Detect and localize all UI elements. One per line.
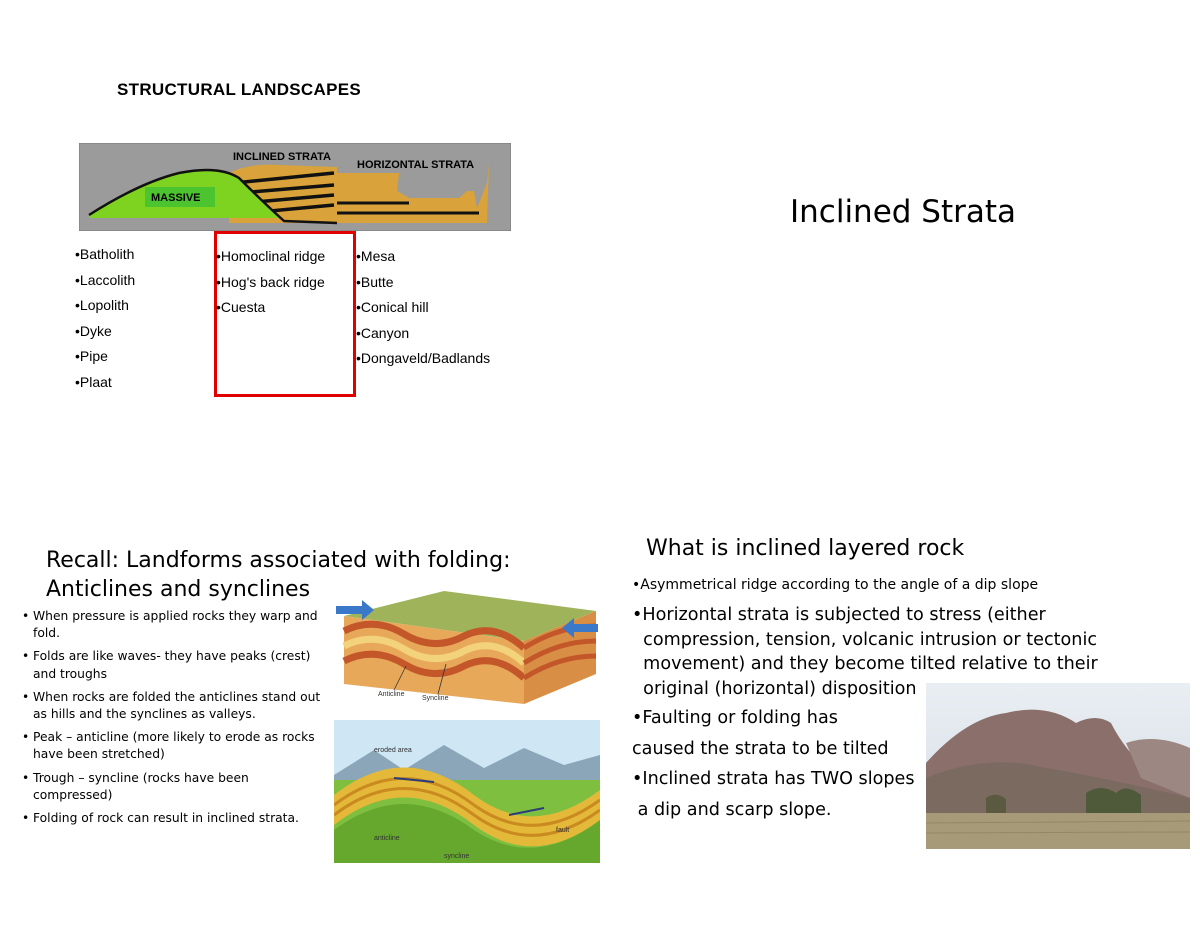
eroded-area-label: eroded area bbox=[374, 747, 412, 754]
structural-landscapes-title: STRUCTURAL LANDSCAPES bbox=[117, 80, 361, 99]
inclined-rock-heading: What is inclined layered rock bbox=[646, 536, 965, 561]
syncline-label: Syncline bbox=[422, 695, 449, 702]
text-line: original (horizontal) disposition bbox=[632, 678, 917, 699]
massive-label: MASSIVE bbox=[151, 192, 201, 204]
folded-strata-illustration bbox=[334, 720, 600, 863]
inclined-strata-label: INCLINED STRATA bbox=[233, 151, 331, 163]
list-item: • Folding of rock can result in inclined strata. bbox=[22, 810, 322, 827]
text-line: compression, tension, volcanic intrusion or tectonic bbox=[632, 629, 1098, 650]
list-item: •Lopolith bbox=[75, 297, 129, 313]
horizontal-strata-label: HORIZONTAL STRATA bbox=[357, 159, 475, 171]
list-item: •Batholith bbox=[75, 246, 135, 262]
structural-landscapes-diagram bbox=[79, 143, 511, 231]
inclined-landforms-list bbox=[216, 244, 325, 321]
list-item: • Peak – anticline (more likely to erode as rocks have been stretched) bbox=[22, 729, 322, 763]
list-item: • Trough – syncline (rocks have been compressed) bbox=[22, 770, 322, 804]
list-item: • Folds are like waves- they have peaks (crest) and troughs bbox=[22, 648, 322, 682]
list-item: •Dongaveld/Badlands bbox=[356, 350, 491, 366]
list-item: •Dyke bbox=[75, 322, 112, 339]
text-line: •Faulting or folding has bbox=[632, 708, 838, 728]
text-line: •Inclined strata has TWO slopes bbox=[632, 769, 915, 789]
folding-heading-line1: Recall: Landforms associated with folding: bbox=[46, 548, 511, 573]
text-line: a dip and scarp slope. bbox=[632, 799, 832, 820]
anticline-label: anticline bbox=[374, 835, 400, 842]
text-line: movement) and they become tilted relative to their bbox=[632, 654, 1098, 674]
inclined-ridge-photo bbox=[926, 683, 1190, 849]
list-item: • When pressure is applied rocks they warp and fold. bbox=[22, 608, 322, 642]
asymmetrical-ridge-bullet: •Asymmetrical ridge according to the angle of a dip slope bbox=[632, 577, 1039, 593]
text-line: •Horizontal strata is subjected to stress (either bbox=[632, 605, 1046, 625]
anticline-label: Anticline bbox=[378, 691, 405, 698]
list-item: •Plaat bbox=[75, 373, 112, 390]
fault-label: fault bbox=[556, 827, 570, 834]
list-item: •Canyon bbox=[356, 324, 410, 341]
folding-heading-line2: Anticlines and synclines bbox=[46, 577, 311, 602]
list-item: •Butte bbox=[356, 273, 394, 290]
syncline-label: syncline bbox=[444, 853, 470, 860]
anticline-syncline-block-diagram bbox=[334, 586, 600, 710]
list-item: •Conical hill bbox=[356, 299, 429, 315]
list-item: •Pipe bbox=[75, 348, 108, 364]
list-item: •Cuesta bbox=[216, 299, 266, 315]
list-item: •Hog's back ridge bbox=[216, 273, 325, 290]
list-item: •Mesa bbox=[356, 248, 396, 264]
horizontal-landforms-list bbox=[356, 244, 490, 372]
list-item: •Laccolith bbox=[75, 271, 136, 288]
folding-bullet-list bbox=[22, 608, 322, 833]
list-item: •Homoclinal ridge bbox=[216, 248, 326, 264]
list-item: • When rocks are folded the anticlines stand out as hills and the synclines as valleys. bbox=[22, 689, 322, 723]
text-line: caused the strata to be tilted bbox=[632, 738, 889, 759]
massive-landforms-list bbox=[75, 242, 135, 395]
inclined-strata-title: Inclined Strata bbox=[790, 194, 1017, 230]
